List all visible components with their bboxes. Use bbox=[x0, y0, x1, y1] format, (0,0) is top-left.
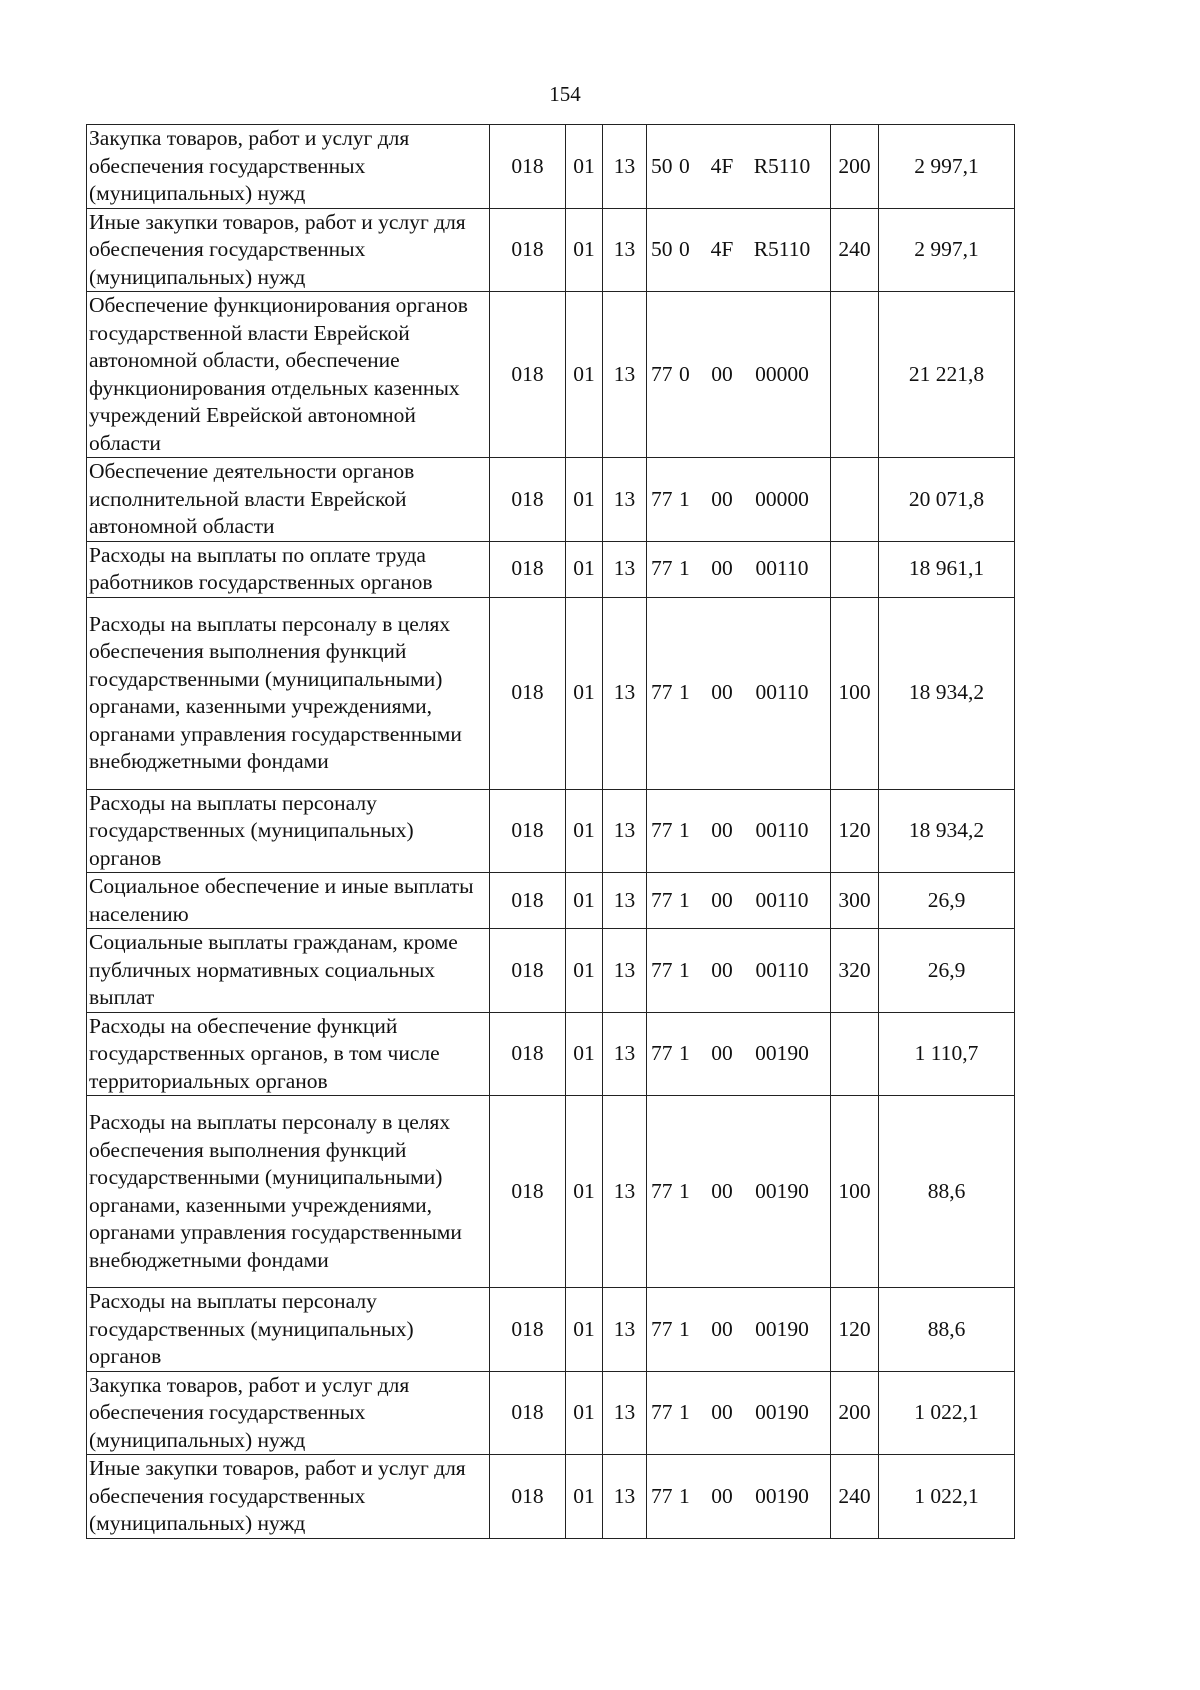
code-part: 00 bbox=[711, 1041, 733, 1065]
expense-name: Расходы на обеспечение функций государственных органов, в том числе территориальных органов bbox=[87, 1012, 490, 1096]
code-part: 0 bbox=[679, 237, 690, 261]
section-code: 01 bbox=[566, 1371, 603, 1455]
target-article-parts bbox=[647, 1399, 830, 1427]
section-code: 01 bbox=[566, 125, 603, 209]
code-part: 77 bbox=[651, 361, 673, 386]
expense-name: Социальные выплаты гражданам, кроме публичных нормативных социальных выплат bbox=[87, 929, 490, 1013]
target-article-code bbox=[647, 1288, 831, 1372]
code-part: 00190 bbox=[755, 1316, 809, 1341]
code-part: 77 bbox=[651, 1400, 673, 1424]
table-row bbox=[87, 1096, 1015, 1288]
section-code: 01 bbox=[566, 1096, 603, 1288]
code-part: 00 bbox=[711, 887, 733, 912]
subsection-code: 13 bbox=[603, 929, 647, 1013]
section-code: 01 bbox=[566, 597, 603, 789]
table-row bbox=[87, 458, 1015, 542]
amount: 20 071,8 bbox=[879, 458, 1015, 542]
expense-name: Расходы на выплаты персоналу государственных (муниципальных) органов bbox=[87, 789, 490, 873]
subsection-code: 13 bbox=[603, 873, 647, 929]
target-article-parts bbox=[647, 679, 830, 707]
table-row bbox=[87, 1455, 1015, 1539]
section-code: 01 bbox=[566, 208, 603, 292]
code-part: 77 bbox=[651, 556, 673, 581]
subsection-code: 13 bbox=[603, 541, 647, 597]
amount: 18 934,2 bbox=[879, 597, 1015, 789]
section-code: 01 bbox=[566, 929, 603, 1013]
ministry-code: 018 bbox=[490, 208, 566, 292]
page-number: 154 bbox=[549, 82, 581, 106]
ministry-code: 018 bbox=[490, 458, 566, 542]
subsection-code: 13 bbox=[603, 1288, 647, 1372]
code-part: 00 bbox=[711, 1178, 733, 1203]
expense-name: Социальное обеспечение и иные выплаты населению bbox=[87, 873, 490, 929]
code-part: 00 bbox=[711, 556, 733, 581]
section-code: 01 bbox=[566, 458, 603, 542]
code-part: 77 bbox=[651, 887, 673, 912]
code-part: 4F bbox=[710, 237, 734, 261]
amount: 18 934,2 bbox=[879, 789, 1015, 873]
amount: 88,6 bbox=[879, 1096, 1015, 1288]
expense-type-code: 200 bbox=[831, 125, 879, 209]
expense-type-code: 200 bbox=[831, 1371, 879, 1455]
ministry-code: 018 bbox=[490, 292, 566, 458]
subsection-code: 13 bbox=[603, 208, 647, 292]
code-part: 77 bbox=[651, 1483, 673, 1508]
expense-name: Расходы на выплаты персоналу государственных (муниципальных) органов bbox=[87, 1288, 490, 1372]
code-part: 77 bbox=[651, 1041, 673, 1065]
ministry-code: 018 bbox=[490, 597, 566, 789]
code-part: 00 bbox=[711, 818, 733, 842]
expense-type-code bbox=[831, 1012, 879, 1096]
code-part: 50 bbox=[651, 237, 673, 261]
expense-name: Закупка товаров, работ и услуг для обеспечения государственных (муниципальных) нужд bbox=[87, 1371, 490, 1455]
table-row bbox=[87, 541, 1015, 597]
amount: 2 997,1 bbox=[879, 125, 1015, 209]
code-part: 00190 bbox=[755, 1400, 809, 1424]
code-part: 1 bbox=[679, 818, 690, 842]
section-code: 01 bbox=[566, 1288, 603, 1372]
subsection-code: 13 bbox=[603, 1096, 647, 1288]
subsection-code: 13 bbox=[603, 789, 647, 873]
code-part: 00 bbox=[711, 1483, 733, 1508]
subsection-code: 13 bbox=[603, 292, 647, 458]
budget-table bbox=[86, 124, 1015, 1539]
amount: 18 961,1 bbox=[879, 541, 1015, 597]
target-article-code bbox=[647, 929, 831, 1013]
expense-name: Иные закупки товаров, работ и услуг для обеспечения государственных (муниципальных) нужд bbox=[87, 1455, 490, 1539]
expense-type-code bbox=[831, 458, 879, 542]
code-part: 00110 bbox=[755, 887, 809, 912]
expense-name: Закупка товаров, работ и услуг для обеспечения государственных (муниципальных) нужд bbox=[87, 125, 490, 209]
table-row bbox=[87, 1012, 1015, 1096]
target-article-code bbox=[647, 1096, 831, 1288]
code-part: 77 bbox=[651, 486, 673, 511]
code-part: R5110 bbox=[753, 237, 811, 261]
subsection-code: 13 bbox=[603, 1371, 647, 1455]
section-code: 01 bbox=[566, 789, 603, 873]
expense-type-code: 320 bbox=[831, 929, 879, 1013]
ministry-code: 018 bbox=[490, 1455, 566, 1539]
code-part: 1 bbox=[679, 1041, 690, 1065]
code-part: 0 bbox=[679, 153, 690, 178]
amount: 1 110,7 bbox=[879, 1012, 1015, 1096]
table-row bbox=[87, 292, 1015, 458]
code-part: 77 bbox=[651, 680, 673, 705]
target-article-parts bbox=[647, 153, 830, 181]
target-article-code bbox=[647, 1371, 831, 1455]
expense-type-code: 240 bbox=[831, 208, 879, 292]
code-part: 00110 bbox=[755, 556, 809, 581]
table-row bbox=[87, 929, 1015, 1013]
code-part: 1 bbox=[679, 1400, 690, 1424]
expense-name: Иные закупки товаров, работ и услуг для обеспечения государственных (муниципальных) нужд bbox=[87, 208, 490, 292]
code-part: 50 bbox=[651, 153, 673, 178]
amount: 26,9 bbox=[879, 929, 1015, 1013]
target-article-code bbox=[647, 1012, 831, 1096]
target-article-parts bbox=[647, 361, 830, 389]
code-part: 1 bbox=[679, 1178, 690, 1203]
expense-type-code: 120 bbox=[831, 1288, 879, 1372]
code-part: 00 bbox=[711, 1400, 733, 1424]
code-part: 00190 bbox=[755, 1178, 809, 1203]
target-article-code bbox=[647, 1455, 831, 1539]
target-article-parts bbox=[647, 1483, 830, 1511]
code-part: 1 bbox=[679, 1316, 690, 1341]
ministry-code: 018 bbox=[490, 1012, 566, 1096]
table-row bbox=[87, 873, 1015, 929]
code-part: 00000 bbox=[755, 486, 809, 511]
ministry-code: 018 bbox=[490, 1096, 566, 1288]
expense-name: Расходы на выплаты персоналу в целях обеспечения выполнения функций государственными (муниципальными) органами, казенными учреждениями, органами управления государственными внебюджетными фондами bbox=[87, 1096, 490, 1288]
target-article-parts bbox=[647, 817, 830, 845]
table-body bbox=[87, 125, 1015, 1539]
target-article-code bbox=[647, 292, 831, 458]
ministry-code: 018 bbox=[490, 541, 566, 597]
expense-type-code: 100 bbox=[831, 597, 879, 789]
ministry-code: 018 bbox=[490, 125, 566, 209]
section-code: 01 bbox=[566, 873, 603, 929]
target-article-parts bbox=[647, 1316, 830, 1344]
target-article-code bbox=[647, 873, 831, 929]
expense-type-code: 100 bbox=[831, 1096, 879, 1288]
section-code: 01 bbox=[566, 541, 603, 597]
expense-name: Расходы на выплаты по оплате труда работников государственных органов bbox=[87, 541, 490, 597]
code-part: 0 bbox=[679, 361, 690, 386]
code-part: 77 bbox=[651, 1178, 673, 1203]
code-part: 1 bbox=[679, 1483, 690, 1508]
amount: 26,9 bbox=[879, 873, 1015, 929]
table-row bbox=[87, 208, 1015, 292]
code-part: 1 bbox=[679, 556, 690, 581]
code-part: 00 bbox=[711, 361, 733, 386]
amount: 1 022,1 bbox=[879, 1371, 1015, 1455]
subsection-code: 13 bbox=[603, 125, 647, 209]
target-article-code bbox=[647, 789, 831, 873]
target-article-code bbox=[647, 597, 831, 789]
section-code: 01 bbox=[566, 292, 603, 458]
table-row bbox=[87, 789, 1015, 873]
code-part: 1 bbox=[679, 887, 690, 912]
target-article-code bbox=[647, 208, 831, 292]
code-part: 00 bbox=[711, 957, 733, 982]
code-part: 1 bbox=[679, 680, 690, 705]
table-row bbox=[87, 597, 1015, 789]
amount: 21 221,8 bbox=[879, 292, 1015, 458]
code-part: 77 bbox=[651, 818, 673, 842]
target-article-parts bbox=[647, 1178, 830, 1206]
amount: 2 997,1 bbox=[879, 208, 1015, 292]
code-part: 00000 bbox=[755, 361, 809, 386]
code-part: 00190 bbox=[755, 1483, 809, 1508]
amount: 88,6 bbox=[879, 1288, 1015, 1372]
expense-name: Обеспечение функционирования органов государственной власти Еврейской автономной области, обеспечение функционирования отдельных казенных учреждений Еврейской автономной области bbox=[87, 292, 490, 458]
expense-name: Обеспечение деятельности органов исполнительной власти Еврейской автономной области bbox=[87, 458, 490, 542]
target-article-code bbox=[647, 541, 831, 597]
code-part: 00110 bbox=[755, 818, 809, 842]
table-row bbox=[87, 125, 1015, 209]
target-article-parts bbox=[647, 887, 830, 915]
subsection-code: 13 bbox=[603, 597, 647, 789]
subsection-code: 13 bbox=[603, 1455, 647, 1539]
target-article-code bbox=[647, 125, 831, 209]
expense-type-code: 240 bbox=[831, 1455, 879, 1539]
code-part: R5110 bbox=[753, 153, 811, 178]
code-part: 00110 bbox=[755, 957, 809, 982]
code-part: 77 bbox=[651, 957, 673, 982]
table-row bbox=[87, 1288, 1015, 1372]
code-part: 77 bbox=[651, 1316, 673, 1341]
target-article-parts bbox=[647, 1040, 830, 1068]
expense-type-code bbox=[831, 541, 879, 597]
code-part: 00 bbox=[711, 1316, 733, 1341]
target-article-parts bbox=[647, 486, 830, 514]
ministry-code: 018 bbox=[490, 873, 566, 929]
target-article-code bbox=[647, 458, 831, 542]
code-part: 00 bbox=[711, 486, 733, 511]
target-article-parts bbox=[647, 236, 830, 264]
code-part: 4F bbox=[710, 153, 734, 178]
expense-type-code: 300 bbox=[831, 873, 879, 929]
expense-type-code: 120 bbox=[831, 789, 879, 873]
code-part: 00110 bbox=[755, 680, 809, 705]
code-part: 00 bbox=[711, 680, 733, 705]
subsection-code: 13 bbox=[603, 458, 647, 542]
ministry-code: 018 bbox=[490, 1288, 566, 1372]
expense-type-code bbox=[831, 292, 879, 458]
ministry-code: 018 bbox=[490, 929, 566, 1013]
target-article-parts bbox=[647, 555, 830, 583]
code-part: 00190 bbox=[755, 1041, 809, 1065]
amount: 1 022,1 bbox=[879, 1455, 1015, 1539]
ministry-code: 018 bbox=[490, 1371, 566, 1455]
subsection-code: 13 bbox=[603, 1012, 647, 1096]
expense-name: Расходы на выплаты персоналу в целях обеспечения выполнения функций государственными (муниципальными) органами, казенными учреждениями, органами управления государственными внебюджетными фондами bbox=[87, 597, 490, 789]
target-article-parts bbox=[647, 957, 830, 985]
ministry-code: 018 bbox=[490, 789, 566, 873]
section-code: 01 bbox=[566, 1455, 603, 1539]
code-part: 1 bbox=[679, 486, 690, 511]
table-row bbox=[87, 1371, 1015, 1455]
code-part: 1 bbox=[679, 957, 690, 982]
section-code: 01 bbox=[566, 1012, 603, 1096]
